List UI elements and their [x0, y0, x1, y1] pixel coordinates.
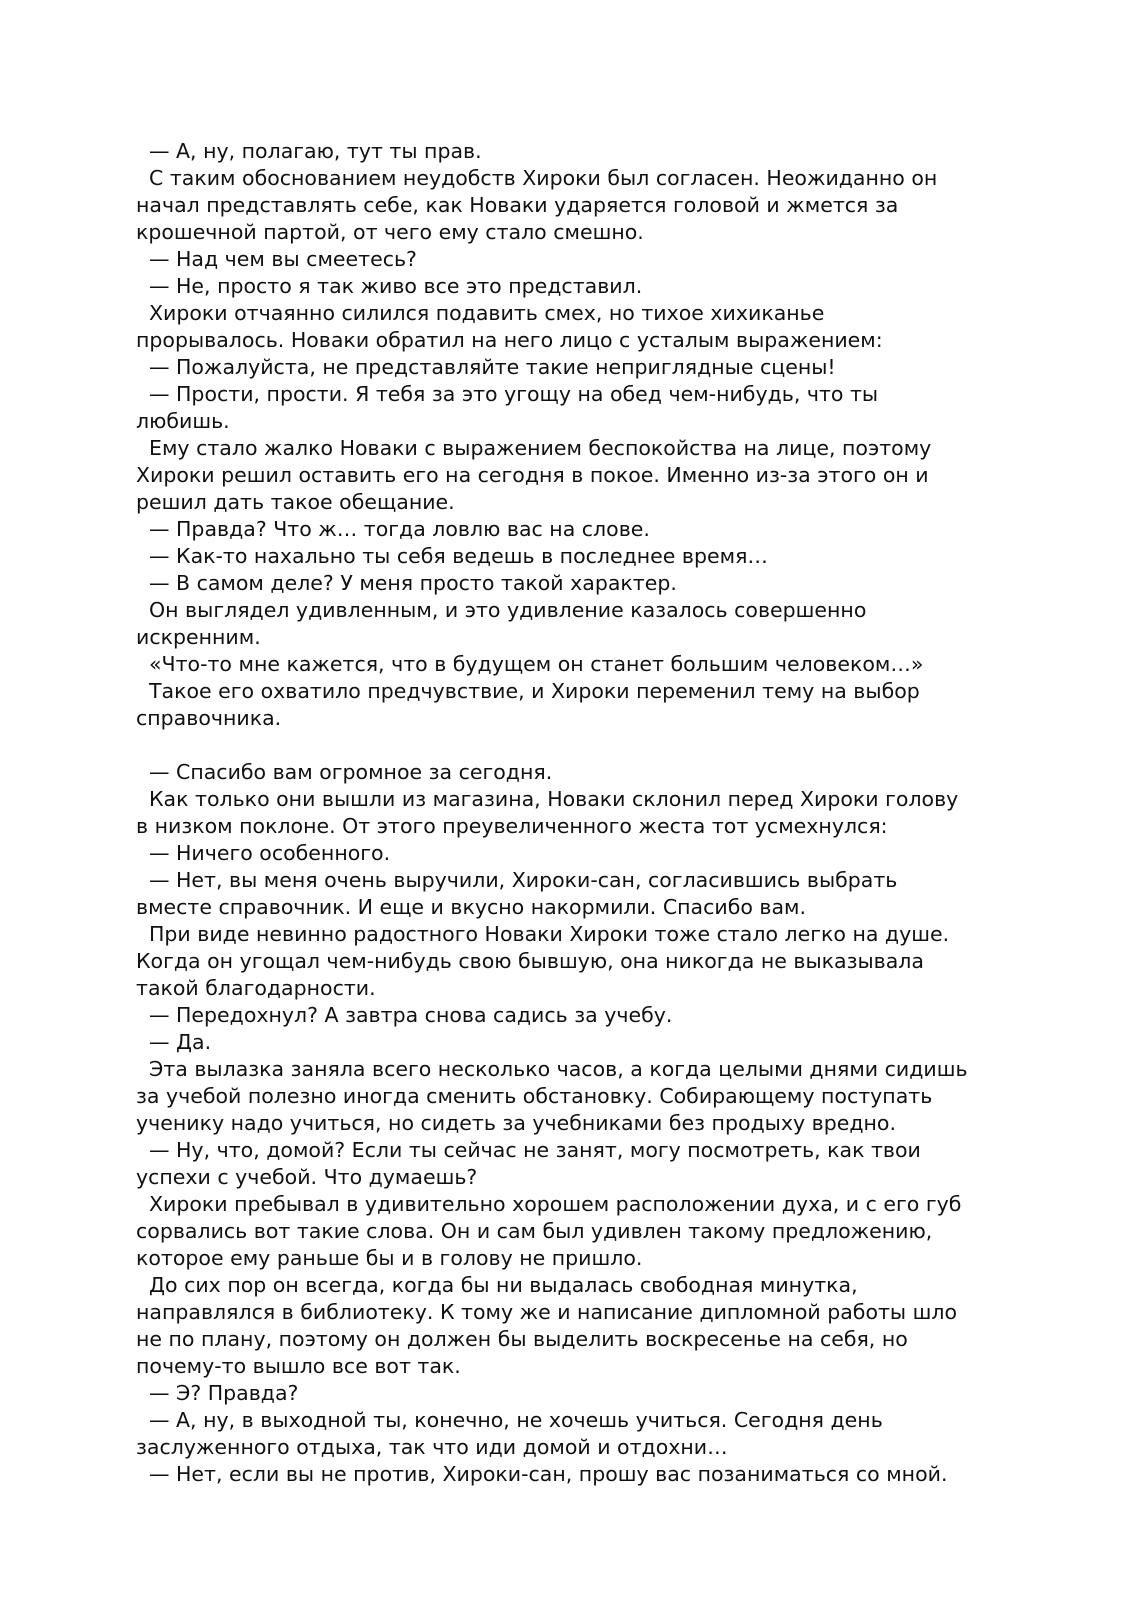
- paragraph: Эта вылазка заняла всего несколько часов, а когда целыми днями сидишь за учебой полезно иногда сменить обстановку. Собирающему поступать ученику надо учиться, но сидеть за учебниками без продыху вредно.: [136, 1057, 968, 1135]
- paragraph: — Ничего особенного.: [149, 841, 391, 865]
- paragraph: — Э? Правда?: [149, 1381, 299, 1405]
- paragraph: Хироки пребывал в удивительно хорошем расположении духа, и с его губ сорвались вот такие слова. Он и сам был удивлен такому предложению, которое ему раньше бы и в голову не пришло.: [136, 1192, 962, 1270]
- paragraph: Как только они вышли из магазина, Новаки склонил перед Хироки голову в низком поклоне. От этого преувеличенного жеста тот усмехнулся:: [136, 787, 959, 838]
- paragraph: — В самом деле? У меня просто такой характер.: [149, 571, 677, 595]
- paragraph: Он выглядел удивленным, и это удивление казалось совершенно искренним.: [136, 598, 867, 649]
- paragraph: — А, ну, полагаю, тут ты прав.: [149, 139, 482, 163]
- paragraph: — Как-то нахально ты себя ведешь в последнее время…: [149, 544, 768, 568]
- paragraph: «Что-то мне кажется, что в будущем он станет большим человеком…»: [149, 652, 924, 676]
- paragraph: — Да.: [149, 1030, 212, 1054]
- paragraph: — Над чем вы смеетесь?: [149, 247, 417, 271]
- body-text: [136, 138, 976, 1488]
- paragraph: — Спасибо вам огромное за сегодня.: [149, 760, 553, 784]
- paragraph: — Передохнул? А завтра снова садись за учебу.: [149, 1003, 673, 1027]
- paragraph: Такое его охватило предчувствие, и Хироки переменил тему на выбор справочника.: [136, 679, 920, 730]
- paragraph: — Ну, что, домой? Если ты сейчас не занят, могу посмотреть, как твои успехи с учебой. Что думаешь?: [136, 1138, 921, 1189]
- paragraph: С таким обоснованием неудобств Хироки был согласен. Неожиданно он начал представлять себе, как Новаки ударяется головой и жмется за крошечной партой, от чего ему стало смешно.: [136, 166, 938, 244]
- paragraph: Хироки отчаянно силился подавить смех, но тихое хихиканье прорывалось. Новаки обратил на него лицо с усталым выражением:: [136, 301, 883, 352]
- paragraph: — Не, просто я так живо все это представил.: [149, 274, 643, 298]
- paragraph: — Правда? Что ж… тогда ловлю вас на слове.: [149, 517, 650, 541]
- paragraph: — А, ну, в выходной ты, конечно, не хочешь учиться. Сегодня день заслуженного отдыха, так что иди домой и отдохни…: [136, 1408, 883, 1459]
- paragraph: — Нет, если вы не против, Хироки-сан, прошу вас позаниматься со мной.: [149, 1462, 948, 1486]
- paragraph: До сих пор он всегда, когда бы ни выдалась свободная минутка, направлялся в библиотеку. К тому же и написание дипломной работы шло не по плану, поэтому он должен бы выделить воскресенье на себя, но почему-то вышло все вот так.: [136, 1273, 958, 1378]
- paragraph: Ему стало жалко Новаки с выражением беспокойства на лице, поэтому Хироки решил оставить его на сегодня в покое. Именно из-за этого он и решил дать такое обещание.: [136, 436, 932, 514]
- paragraph: — Прости, прости. Я тебя за это угощу на обед чем-нибудь, что ты любишь.: [136, 382, 879, 433]
- paragraph: — Нет, вы меня очень выручили, Хироки-сан, согласившись выбрать вместе справочник. И еще и вкусно накормили. Спасибо вам.: [136, 868, 898, 919]
- paragraph: — Пожалуйста, не представляйте такие неприглядные сцены!: [149, 355, 836, 379]
- paragraph: При виде невинно радостного Новаки Хироки тоже стало легко на душе. Когда он угощал чем-нибудь свою бывшую, она никогда не выказывала такой благодарности.: [136, 922, 950, 1000]
- section-break: [136, 732, 976, 759]
